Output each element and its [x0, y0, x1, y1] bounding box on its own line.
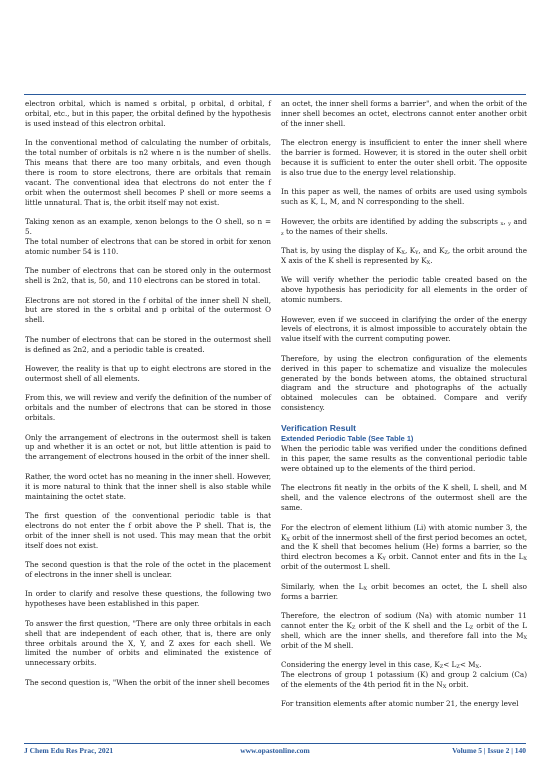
subscript: Z	[444, 249, 448, 256]
subscript: X	[523, 556, 527, 563]
paragraph: The total number of electrons that can be stored in orbit for xenon atomic number 54 is 110.	[25, 236, 271, 256]
paragraph: To answer the first question, "There are only three orbitals in each shell that are independent of each other, that is, there are only three orbitals around the X, Y, and Z axes for each shell. We limited the number of orbits and eliminated the existence of unnecessary orbits.	[25, 618, 271, 668]
subscript: Z	[456, 664, 460, 671]
subscript: Y	[415, 249, 419, 256]
text-run: orbit of the innermost shell of the first period becomes an octet, and the K shell that becomes helium (He) forms a barrier, so the third electron becomes a K	[281, 532, 527, 562]
paragraph: When the periodic table was verified under the conditions defined in this paper, the same results as the conventional periodic table were obtained up to the elements of the third period.	[281, 444, 527, 473]
paragraph: The number of electrons that can be stored in the outermost shell is defined as 2n2, and a periodic table is created.	[25, 334, 271, 354]
paragraph	[281, 670, 527, 690]
text-run: < M	[459, 660, 476, 670]
paragraph: Electrons are not stored in the f orbital of the inner shell N shell, but are stored in the s orbital and p orbital of the outermost O shell.	[25, 295, 271, 325]
subsection-heading: Extended Periodic Table (See Table 1)	[281, 433, 414, 443]
paragraph: Only the arrangement of electrons in the outermost shell is taken up and whether it is an octet or not, but little attention is paid to the arrangement of electrons housed in the orbit of the inner shell.	[25, 432, 271, 462]
text-run: Similarly, when the L	[281, 581, 364, 591]
page-footer	[24, 746, 526, 758]
text-run: Therefore, the electron of sodium (Na) with atomic number 11 cannot enter the K	[281, 610, 527, 630]
paragraph: The electrons fit neatly in the orbits of the K shell, L shell, and M shell, and the valence electrons of the outermost shell are the same.	[281, 483, 527, 513]
paragraph: However, the orbits are identified by adding the subscripts $_x$, $_y$ and $_z$ to the names of their shells.	[281, 216, 527, 237]
paragraph: The electron energy is insufficient to enter the inner shell where the barrier is formed. However, it is stored in the outer shell orbit because it is sufficient to enter the outer shell orbit. The opposite is also true due to the energy level relationship.	[281, 138, 527, 177]
footer-rule	[24, 743, 526, 744]
paragraph: From this, we will review and verify the definition of the number of orbitals and the number of electrons that can be stored in those orbitals.	[25, 393, 271, 423]
paragraph	[281, 660, 527, 670]
journal-citation: J Chem Edu Res Prac, 2021	[24, 746, 114, 755]
text-run: orbit. Cannot enter and fits in the L	[388, 552, 524, 562]
text-run: .	[479, 660, 482, 670]
text-run: orbit of the L shell, which are the inner shells, and therefore fall into the M	[281, 620, 528, 640]
text-run: However, the orbits are identified by adding the subscripts	[281, 216, 498, 226]
paragraph: The second question is, "When the orbit of the inner shell becomes	[25, 677, 270, 687]
subscript: Y	[382, 556, 386, 563]
header-rule	[24, 94, 526, 95]
paragraph: Therefore, by using the electron configuration of the elements derived in this paper to schematize and visualize the molecules generated by the bonds between atoms, the obtained structural diagram and the structure and photographs of the actually obtained molecules can be obtained. Compare and verify consistency.	[281, 353, 527, 413]
paragraph: However, the reality is that up to eight electrons are stored in the outermost shell of all elements.	[25, 364, 271, 383]
paragraph: In the conventional method of calculating the number of orbitals, the total number of orbitals is n2 where n is the number of shells. This means that there are too many orbitals, and even though there is room to store electrons, there are orbitals that remain vacant. The conventional idea that electrons do not enter the f orbit when the outermost shell becomes P shell or more seems a little unnatural. That is, the orbit itself may not exist.	[25, 138, 271, 207]
subscript: x	[500, 220, 504, 227]
text-run: The electrons of group 1 potassium (K) and group 2 calcium (Ca) of the elements of the 4th period fit in the N	[281, 669, 527, 689]
text-run: orbit of the outermost L shell.	[281, 562, 391, 572]
right-column	[281, 99, 527, 709]
subscript: Z	[469, 624, 474, 631]
text-run: orbit of the M shell.	[281, 640, 354, 650]
paragraph	[281, 246, 527, 266]
subscript: Z	[439, 664, 444, 671]
subscript: z	[281, 230, 284, 237]
subscript: X	[442, 683, 447, 690]
subscript: X	[523, 634, 527, 641]
section-heading: Verification Result	[281, 422, 356, 433]
text-run: , and K	[418, 245, 445, 255]
text-run: to the names of their shells.	[285, 226, 388, 236]
subscript: X	[475, 664, 480, 671]
paragraph: electron orbital, which is named s orbital, p orbital, d orbital, f orbital, etc., but in this paper, the orbital defined by the hypothesis is used instead of this electron orbital.	[25, 99, 271, 128]
subscript: X	[426, 259, 431, 266]
text-run: orbit of the K shell and the L	[358, 620, 470, 630]
paragraph: In this paper as well, the names of orbits are used using symbols such as K, L, M, and N corresponding to the shell.	[281, 187, 527, 207]
text-run: < L	[443, 660, 457, 670]
paragraph: In order to clarify and resolve these questions, the following two hypotheses have been established in this paper.	[25, 589, 271, 609]
paragraph: We will verify whether the periodic table created based on the above hypothesis has periodicity for all elements in the order of atomic numbers.	[281, 275, 527, 305]
paragraph: The second question is that the role of the octet in the placement of electrons in the inner shell is unclear.	[25, 560, 271, 580]
text-run: and	[513, 216, 527, 226]
subscript: Z	[351, 624, 356, 631]
subscript: y	[508, 220, 511, 227]
volume-issue-page: Volume 5 | Issue 2 | 140	[452, 746, 526, 755]
text-run: Considering the energy level in this case, K	[281, 660, 440, 670]
text-run: orbit becomes an octet, the L shell also forms a barrier.	[281, 581, 528, 601]
text-run: orbit.	[448, 679, 469, 689]
subscript: X	[286, 536, 290, 543]
text-run: That is, by using the display of K	[281, 245, 402, 255]
paragraph: The number of electrons that can be stored only in the outermost shell is 2n2, that is, 50, and 110 electrons can be stored in total.	[25, 266, 271, 286]
paragraph: Rather, the word octet has no meaning in the inner shell. However, it is more natural to think that the inner shell is also stable while maintaining the octet state.	[25, 471, 271, 501]
paragraph: For transition elements after atomic number 21, the energy level	[281, 699, 519, 709]
subscript: X	[363, 585, 368, 592]
website-link[interactable]: www.opastonline.com	[240, 746, 310, 755]
paragraph	[281, 523, 527, 573]
paragraph	[281, 582, 527, 602]
paragraph: an octet, the inner shell forms a barrier", and when the orbit of the inner shell becomes an octet, electrons cannot enter another orbit of the inner shell.	[281, 99, 527, 128]
text-run: For the electron of element lithium (Li) with atomic number 3, the K	[281, 522, 527, 542]
paragraph: Taking xenon as an example, xenon belongs to the O shell, so n = 5.	[25, 217, 271, 236]
left-column	[25, 99, 271, 688]
paragraph: However, even if we succeed in clarifying the order of the energy levels of electrons, it is almost impossible to accurately obtain the value itself with the current computing power.	[281, 314, 527, 344]
paragraph: The first question of the conventional periodic table is that electrons do not enter the f orbit above the P shell. That is, the orbit of the inner shell is not used. This may mean that the orbit itself does not exist.	[25, 511, 271, 550]
paragraph	[281, 611, 527, 651]
text-run: .	[430, 255, 433, 265]
text-run: , K	[404, 245, 416, 255]
subscript: X	[401, 249, 405, 256]
text-run: , the orbit around the X axis of the K shell is represented by K	[281, 245, 527, 265]
